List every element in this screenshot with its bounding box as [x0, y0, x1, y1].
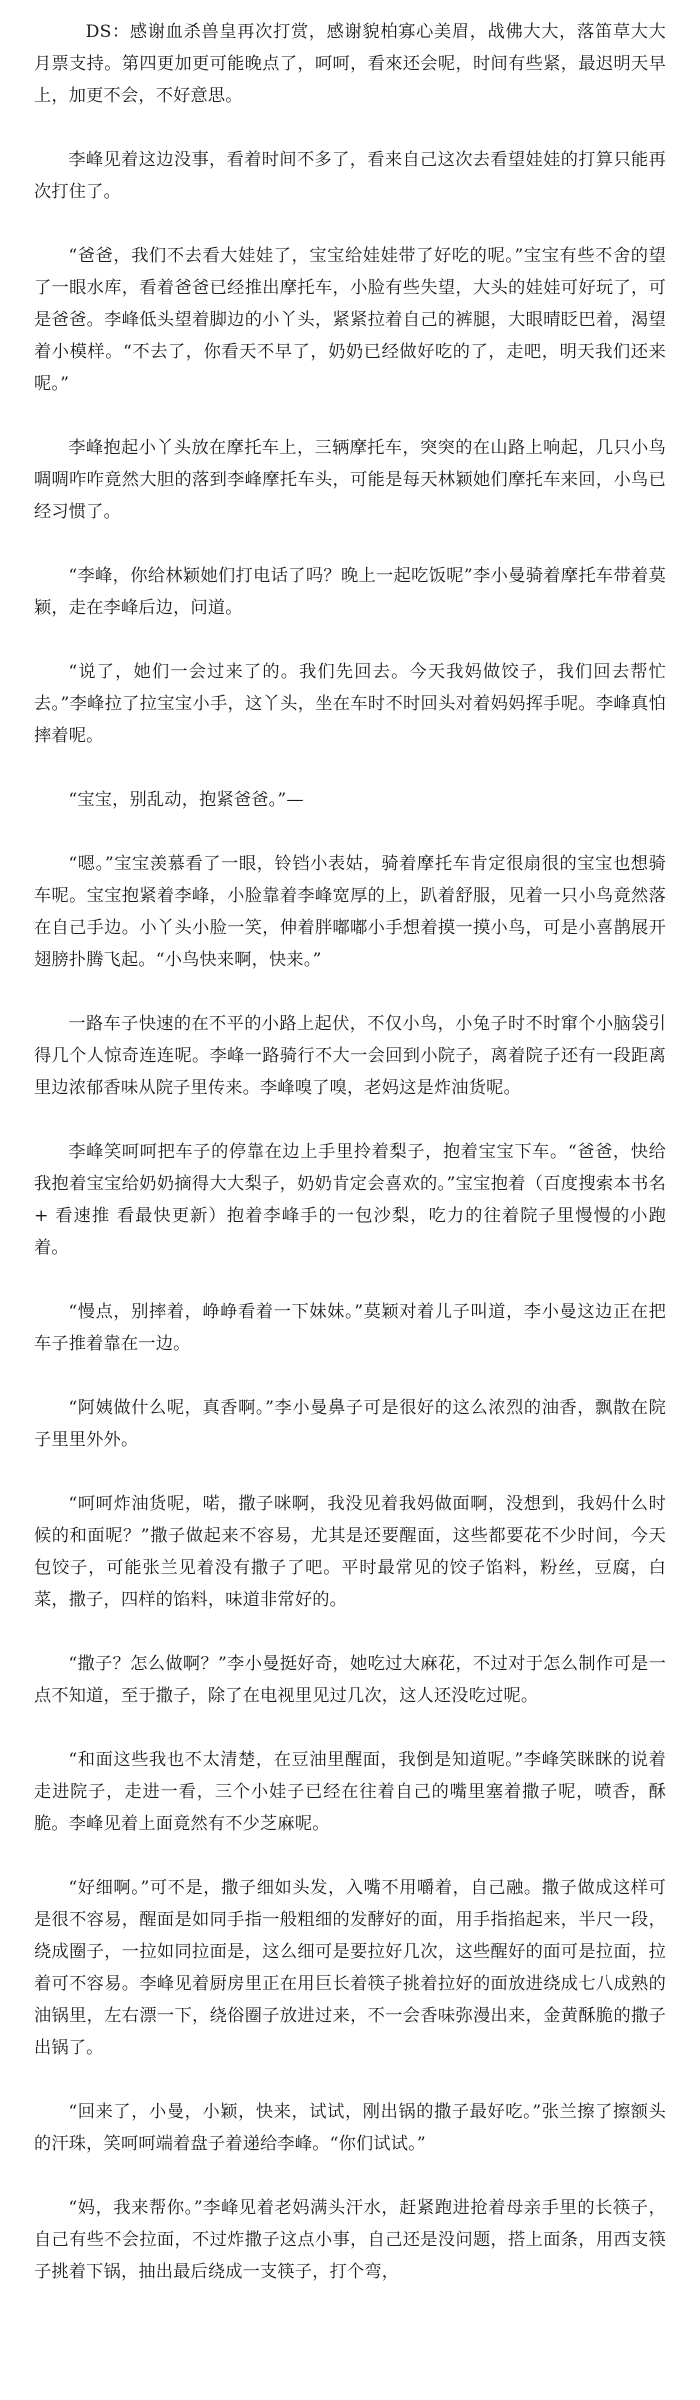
- story-paragraph: 一路车子快速的在不平的小路上起伏，不仅小鸟，小兔子时不时窜个小脑袋引得几个人惊奇连连呢。李峰一路骑行不大一会回到小院子，离着院子还有一段距离里边浓郁香味从院子里传来。李峰嗅了嗅，老妈这是炸油货呢。: [34, 1014, 666, 1098]
- story-paragraph: “说了，她们一会过来了的。我们先回去。今天我妈做饺子，我们回去帮忙去。”李峰拉了拉宝宝小手，这丫头，坐在车时不时回头对着妈妈挥手呢。李峰真怕摔着呢。: [34, 662, 666, 746]
- story-paragraph: 李峰笑呵呵把车子的停靠在边上手里拎着梨子，抱着宝宝下车。“爸爸，快给我抱着宝宝给奶奶摘得大大梨子，奶奶肯定会喜欢的。”宝宝抱着（百度搜索本书名+ 看速推 看最快更新）抱着李峰手的一包沙梨，吃力的往着院子里慢慢的小跑着。: [34, 1142, 666, 1258]
- story-paragraph: “宝宝，别乱动，抱紧爸爸。”—: [68, 790, 304, 810]
- story-paragraph: “回来了，小曼，小颖，快来，试试，刚出锅的撒子最好吃。”张兰擦了擦额头的汗珠，笑呵呵端着盘子着递给李峰。“你们试试。”: [34, 2102, 666, 2154]
- story-paragraph: “李峰，你给林颖她们打电话了吗？晚上一起吃饭呢”李小曼骑着摩托车带着莫颖，走在李峰后边，问道。: [34, 566, 666, 618]
- story-paragraph: 李峰抱起小丫头放在摩托车上，三辆摩托车，突突的在山路上响起，几只小鸟啁啁咋咋竟然大胆的落到李峰摩托车头，可能是每天林颖她们摩托车来回，小鸟已经习惯了。: [34, 438, 666, 522]
- story-paragraph: “好细啊。”可不是，撒子细如头发，入嘴不用嚼着，自己融。撒子做成这样可是很不容易，醒面是如同手指一般粗细的发酵好的面，用手指掐起来，半尺一段，绕成圈子，一拉如同拉面是，这么细可是要拉好几次，这些醒好的面可是拉面，拉着可不容易。李峰见着厨房里正在用巨长着筷子挑着拉好的面放进绕成七八成熟的油锅里，左右漂一下，绕俗圈子放进过来，不一会香味弥漫出来，金黄酥脆的撒子出锅了。: [34, 1878, 666, 2058]
- author-note-paragraph: DS：感谢血杀兽皇再次打赏，感谢貌柏寡心美眉，战佛大大，落笛草大大月票支持。第四更加更可能晚点了，呵呵，看來还会呢，时间有些紧，最迟明天早上，加更不会，不好意思。: [34, 22, 666, 106]
- story-paragraph: “和面这些我也不太清楚，在豆油里醒面，我倒是知道呢。”李峰笑眯眯的说着走进院子，走进一看，三个小娃子已经在往着自己的嘴里塞着撒子呢，喷香，酥脆。李峰见着上面竟然有不少芝麻呢。: [34, 1750, 666, 1834]
- story-paragraph: “嗯。”宝宝羡慕看了一眼，铃铛小表姑，骑着摩托车肯定很扇很的宝宝也想骑车呢。宝宝抱紧着李峰，小脸靠着李峰宽厚的上，趴着舒服，见着一只小鸟竟然落在自己手边。小丫头小脸一笑，伸着胖嘟嘟小手想着摸一摸小鸟，可是小喜鹊展开翅膀扑腾飞起。“小鸟快来啊，快来。”: [34, 854, 666, 970]
- story-paragraph: “妈，我来帮你。”李峰见着老妈满头汗水，赶紧跑进抢着母亲手里的长筷子，自己有些不会拉面，不过炸撒子这点小事，自己还是没问题，搭上面条，用西支筷子挑着下锅，抽出最后绕成一支筷子，打个弯，: [34, 2198, 666, 2282]
- story-paragraph: 李峰见着这边没事，看着时间不多了，看来自己这次去看望娃娃的打算只能再次打住了。: [34, 150, 666, 202]
- story-paragraph: “阿姨做什么呢，真香啊。”李小曼鼻子可是很好的这么浓烈的油香，飘散在院子里里外外。: [34, 1398, 666, 1450]
- story-paragraph: “撒子？怎么做啊？”李小曼挺好奇，她吃过大麻花，不过对于怎么制作可是一点不知道，至于撒子，除了在电视里见过几次，这人还没吃过呢。: [34, 1654, 666, 1706]
- story-paragraph: “慢点，别摔着，峥峥看着一下妹妹。”莫颖对着儿子叫道，李小曼这边正在把车子推着靠在一边。: [34, 1302, 666, 1354]
- story-paragraph: “爸爸，我们不去看大娃娃了，宝宝给娃娃带了好吃的呢。”宝宝有些不舍的望了一眼水库，看着爸爸已经推出摩托车，小脸有些失望，大头的娃娃可好玩了，可是爸爸。李峰低头望着脚边的小丫头，紧紧拉着自己的裤腿，大眼晴眨巴着，渴望着小模样。“不去了，你看天不早了，奶奶已经做好吃的了，走吧，明天我们还来呢。”: [34, 246, 666, 394]
- story-paragraph: “呵呵炸油货呢，喏，撒子咪啊，我没见着我妈做面啊，没想到，我妈什么时候的和面呢？”撒子做起来不容易，尤其是还要醒面，这些都要花不少时间，今天包饺子，可能张兰见着没有撒子了吧。平时最常见的饺子馅料，粉丝，豆腐，白菜，撒子，四样的馅料，味道非常好的。: [34, 1494, 666, 1610]
